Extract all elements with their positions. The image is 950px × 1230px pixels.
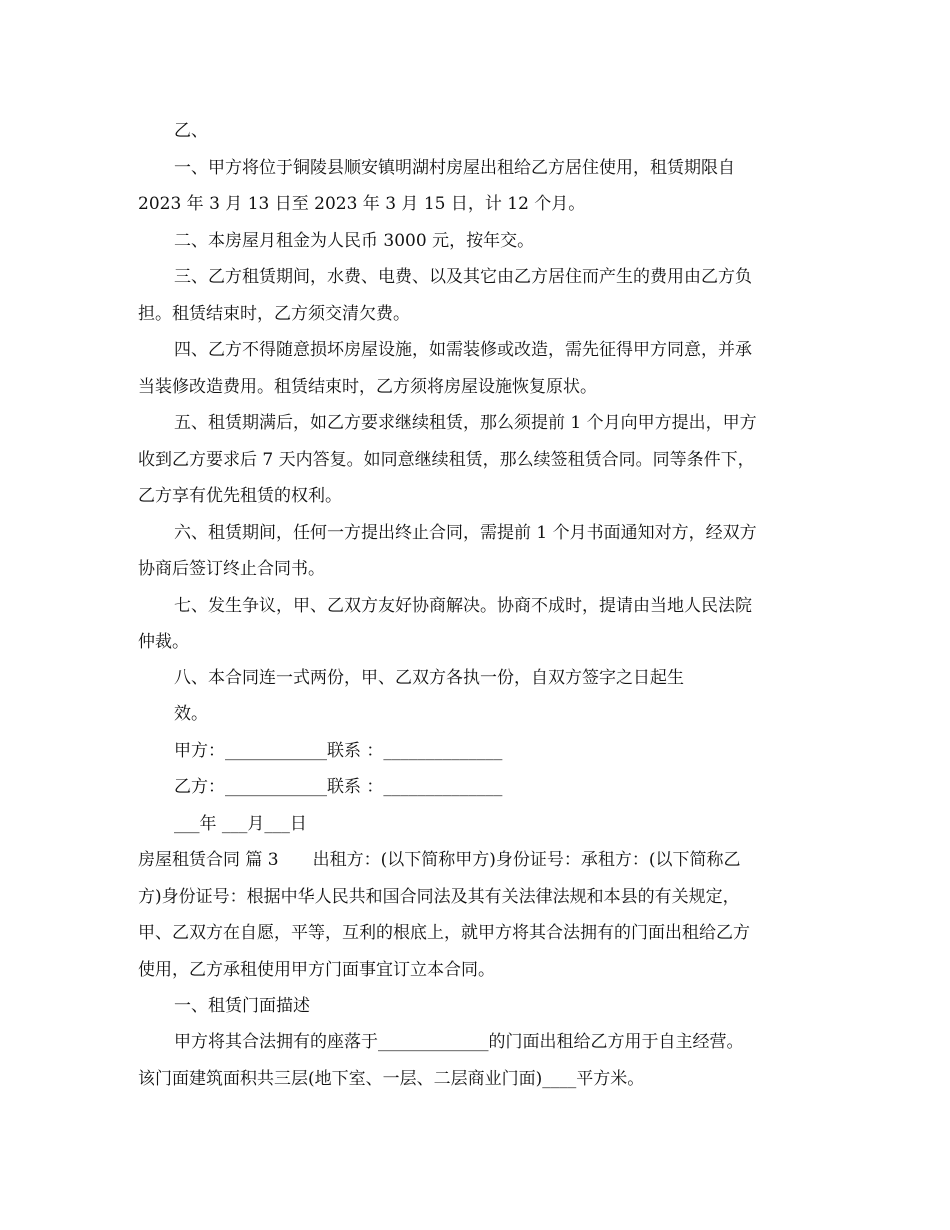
text-line: 二、本房屋月租金为人民币 3000 元，按年交。 bbox=[174, 231, 535, 251]
text-line: 甲方将其合法拥有的座落于_____________的门面出租给乙方用于自主经营。 bbox=[174, 1032, 744, 1052]
text-line: 八、本合同连一式两份，甲、乙双方各执一份，自双方签字之日起生 bbox=[174, 668, 684, 688]
date-line: ___年 ___月___日 bbox=[174, 814, 307, 834]
text-line: 一、甲方将位于铜陵县顺安镇明湖村房屋出租给乙方居住使用，租赁期限自 bbox=[174, 158, 735, 178]
text-line: 使用，乙方承租使用甲方门面事宜订立本合同。 bbox=[138, 960, 495, 980]
signature-line-party-a: 甲方：____________联系 ：______________ bbox=[174, 741, 503, 761]
text-line: 出租方：(以下简称甲方)身份证号：承租方：(以下简称乙 bbox=[312, 850, 741, 870]
text-line: 方)身份证号：根据中华人民共和国合同法及其有关法律法规和本县的有关规定， bbox=[138, 887, 740, 907]
text-line: 三、乙方租赁期间，水费、电费、以及其它由乙方居住而产生的费用由乙方负 bbox=[174, 267, 752, 287]
text-line: 七、发生争议，甲、乙双方友好协商解决。协商不成时，提请由当地人民法院 bbox=[174, 596, 752, 616]
text-line: 担。租赁结束时，乙方须交清欠费。 bbox=[138, 304, 410, 324]
text-line: 2023 年 3 月 13 日至 2023 年 3 月 15 日，计 12 个月。 bbox=[138, 194, 586, 214]
text-line: 仲裁。 bbox=[138, 632, 189, 652]
section-heading: 房屋租赁合同 篇 3 bbox=[138, 850, 279, 870]
signature-line-party-b: 乙方：____________联系 ：______________ bbox=[174, 777, 503, 797]
subsection-heading: 一、租赁门面描述 bbox=[174, 996, 310, 1016]
section-heading-line bbox=[138, 849, 741, 871]
text-line: 当装修改造费用。租赁结束时，乙方须将房屋设施恢复原状。 bbox=[138, 377, 597, 397]
text-line: 乙方享有优先租赁的权利。 bbox=[138, 486, 342, 506]
text-line: 协商后签订终止合同书。 bbox=[138, 559, 325, 579]
text-line: 四、乙方不得随意损坏房屋设施，如需装修或改造，需先征得甲方同意，并承 bbox=[174, 340, 752, 360]
text-line: 效。 bbox=[174, 704, 208, 724]
text-line: 甲、乙双方在自愿，平等，互利的根底上，就甲方将其合法拥有的门面出租给乙方 bbox=[138, 923, 750, 943]
text-line: 收到乙方要求后 7 天内答复。如同意继续租赁，那么续签租赁合同。同等条件下， bbox=[138, 450, 755, 470]
text-line: 六、租赁期间，任何一方提出终止合同，需提前 1 个月书面通知对方，经双方 bbox=[174, 523, 757, 543]
text-line: 乙、 bbox=[174, 121, 208, 141]
text-line: 该门面建筑面积共三层(地下室、一层、二层商业门面)____平方米。 bbox=[138, 1069, 645, 1089]
text-line: 五、租赁期满后，如乙方要求继续租赁，那么须提前 1 个月向甲方提出，甲方 bbox=[174, 413, 757, 433]
